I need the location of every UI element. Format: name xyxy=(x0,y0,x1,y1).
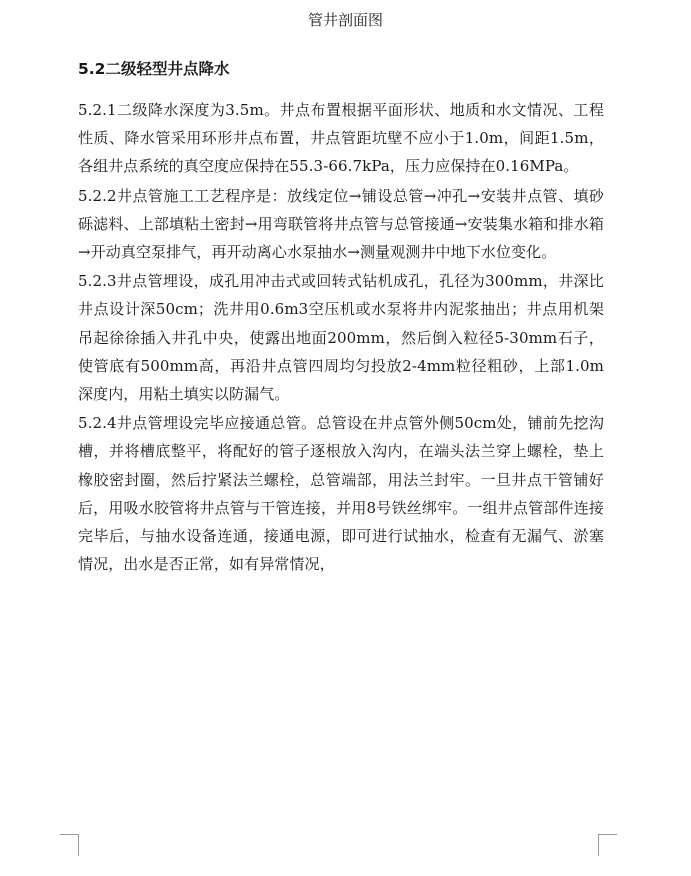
paragraph-5-2-4: 5.2.4井点管埋设完毕应接通总管。总管设在井点管外侧50cm处，铺前先挖沟槽，并将槽底整平，将配好的管子逐根放入沟内，在端头法兰穿上螺栓，垫上橡胶密封圈，然后拧紧法兰螺栓，总管端部，用法兰封牢。一旦井点干管铺好后，用吸水胶管将井点管与干管连接，并用8号铁丝绑牢。一组井点管部件连接完毕后，与抽水设备连通，接通电源，即可进行试抽水，检查有无漏气、淤塞情况，出水是否正常，如有异常情况， xyxy=(78,414,604,574)
section-title: 5.2二级轻型井点降水 xyxy=(78,60,230,78)
paragraph-5-2-3: 5.2.3井点管埋设，成孔用冲击式或回转式钻机成孔，孔径为300mm，井深比井点设计深50cm；洗井用0.6m3空压机或水泵将井内泥浆抽出；井点用机架吊起徐徐插入井孔中央，使露出地面200mm，然后倒入粒径5-30mm石子，使管底有500mm高，再沿井点管四周均匀投放2-4mm粒径粗砂，上部1.0m深度内，用粘土填实以防漏气。 xyxy=(78,272,604,404)
crop-mark-bottom-left xyxy=(60,834,79,856)
body-text xyxy=(78,96,604,579)
paragraph-5-2-1: 5.2.1二级降水深度为3.5m。井点布置根据平面形状、地质和水文情况、工程性质、降水管采用环形井点布置，井点管距坑壁不应小于1.0m，间距1.5m，各组井点系统的真空度应保持在55.3-66.7kPa，压力应保持在0.16MPa。 xyxy=(78,101,604,176)
crop-mark-bottom-right xyxy=(598,834,617,856)
figure-caption: 管井剖面图 xyxy=(307,11,383,29)
paragraph-5-2-2: 5.2.2井点管施工工艺程序是：放线定位→铺设总管→冲孔→安装井点管、填砂砾滤料、上部填粘土密封→用弯联管将井点管与总管接通→安装集水箱和排水箱→开动真空泵排气，再开动离心水泵抽水→测量观测井中地下水位变化。 xyxy=(78,186,604,262)
